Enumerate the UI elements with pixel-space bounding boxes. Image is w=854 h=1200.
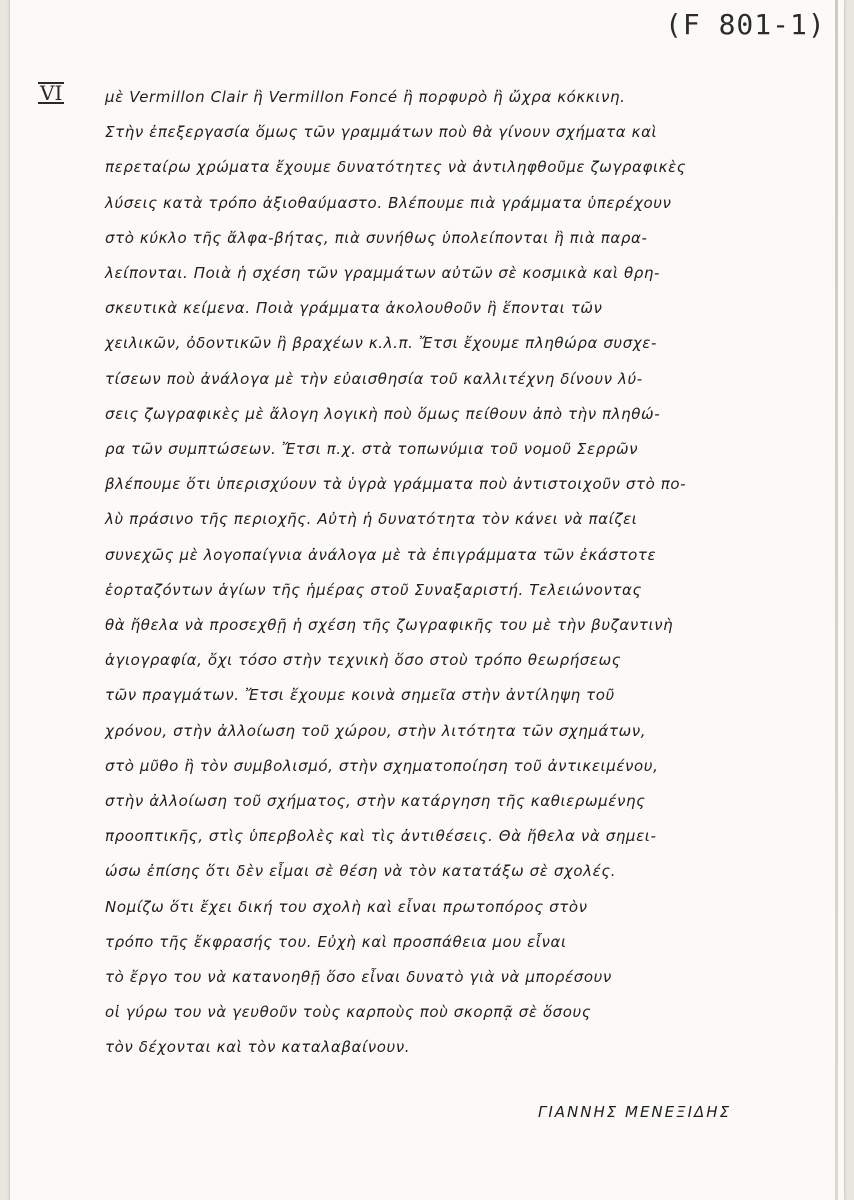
text-line: στὴν ἀλλοίωση τοῦ σχήματος, στὴν κατάργηση τῆς καθιερωμένης xyxy=(105,792,646,810)
document-page xyxy=(10,0,844,1200)
text-line: ἁγιογραφία, ὄχι τόσο στὴν τεχνικὴ ὅσο στοὺ τρόπο θεωρήσεως xyxy=(105,651,622,670)
page-edge xyxy=(835,0,838,1200)
text-line: λύσεις κατὰ τρόπο ἀξιοθαύμαστο. Βλέπουμε πιὰ γράμματα ὑπερέχουν xyxy=(105,193,672,212)
text-line: τίσεων ποὺ ἀνάλογα μὲ τὴν εὐαισθησία τοῦ καλλιτέχνη δίνουν λύ- xyxy=(105,369,643,388)
text-line: λείπονται. Ποιὰ ἡ σχέση τῶν γραμμάτων αὐτῶν σὲ κοσμικὰ καὶ θρη- xyxy=(105,264,660,282)
text-line: προοπτικῆς, στὶς ὑπερβολὲς καὶ τὶς ἀντιθέσεις. Θὰ ἤθελα νὰ σημει- xyxy=(105,827,657,846)
text-line: στὸ μῦθο ἢ τὸν συμβολισμό, στὴν σχηματοποίηση τοῦ ἀντικειμένου, xyxy=(105,756,659,775)
archive-reference: (F 801-1) xyxy=(665,8,826,41)
text-line: θὰ ἤθελα νὰ προσεχθῇ ἡ σχέση τῆς ζωγραφικῆς του μὲ τὴν βυζαντινὴ xyxy=(105,616,674,634)
text-line: ώσω ἐπίσης ὅτι δὲν εἶμαι σὲ θέση νὰ τὸν κατατάξω σὲ σχολές. xyxy=(105,862,617,881)
text-line: τρόπο τῆς ἔκφρασής του. Εὐχὴ καὶ προσπάθεια μου εἶναι xyxy=(105,932,567,951)
text-line: βλέπουμε ὅτι ὑπερισχύουν τὰ ὑγρὰ γράμματα ποὺ ἀντιστοιχοῦν στὸ πο- xyxy=(105,475,687,494)
text-line: χρόνου, στὴν ἀλλοίωση τοῦ χώρου, στὴν λιτότητα τῶν σχημάτων, xyxy=(105,721,647,740)
text-line: σεις ζωγραφικὲς μὲ ἄλογη λογικὴ ποὺ ὅμως πείθουν ἀπὸ τὴν πληθώ- xyxy=(105,404,661,423)
text-line: μὲ Vermillon Clair ἢ Vermillon Foncé ἢ πορφυρὸ ἢ ὤχρα κόκκινη. xyxy=(105,88,626,106)
text-line: τὸ ἔργο του νὰ κατανοηθῇ ὅσο εἶναι δυνατὸ γιὰ νὰ μπορέσουν xyxy=(105,968,612,986)
text-line: σκευτικὰ κείμενα. Ποιὰ γράμματα ἀκολουθοῦν ἢ ἕπονται τῶν xyxy=(105,299,603,318)
page-number: VI xyxy=(40,81,63,105)
text-line: Νομίζω ὅτι ἔχει δική του σχολὴ καὶ εἶναι πρωτοπόρος στὸν xyxy=(105,897,588,916)
text-line: Στὴν ἐπεξεργασία ὅμως τῶν γραμμάτων ποὺ θὰ γίνουν σχήματα καὶ xyxy=(105,123,658,142)
text-line: περεταίρω χρώματα ἔχουμε δυνατότητες νὰ ἀντιληφθοῦμε ζωγραφικὲς xyxy=(105,158,687,177)
text-line: ἑορταζόντων ἁγίων τῆς ἡμέρας στοῦ Συναξαριστή. Τελειώνοντας xyxy=(105,580,642,599)
text-line: ρα τῶν συμπτώσεων. Ἔτσι π.χ. στὰ τοπωνύμια τοῦ νομοῦ Σερρῶν xyxy=(105,440,639,458)
text-line: συνεχῶς μὲ λογοπαίγνια ἀνάλογα μὲ τὰ ἐπιγράμματα τῶν ἑκάστοτε xyxy=(105,545,657,564)
text-line: λὺ πράσινο τῆς περιοχῆς. Αὐτὴ ἡ δυνατότητα τὸν κάνει νὰ παίζει xyxy=(105,510,638,529)
text-line: τῶν πραγμάτων. Ἔτσι ἔχουμε κοινὰ σημεῖα στὴν ἀντίληψη τοῦ xyxy=(105,686,615,705)
text-line: χειλικῶν, ὀδοντικῶν ἢ βραχέων κ.λ.π. Ἔτσι ἔχουμε πληθώρα συσχε- xyxy=(105,334,658,353)
author-signature: ΓΙΑΝΝΗΣ ΜΕΝΕΞΙΔΗΣ xyxy=(538,1103,732,1121)
text-line: οἱ γύρω του νὰ γευθοῦν τοὺς καρποὺς ποὺ σκορπᾷ σὲ ὅσους xyxy=(105,1003,592,1022)
text-line: στὸ κύκλο τῆς ἄλφα-βήτας, πιὰ συνήθως ὑπολείπονται ἢ πιὰ παρα- xyxy=(105,228,648,247)
text-line: τὸν δέχονται καὶ τὸν καταλαβαίνουν. xyxy=(105,1038,411,1057)
